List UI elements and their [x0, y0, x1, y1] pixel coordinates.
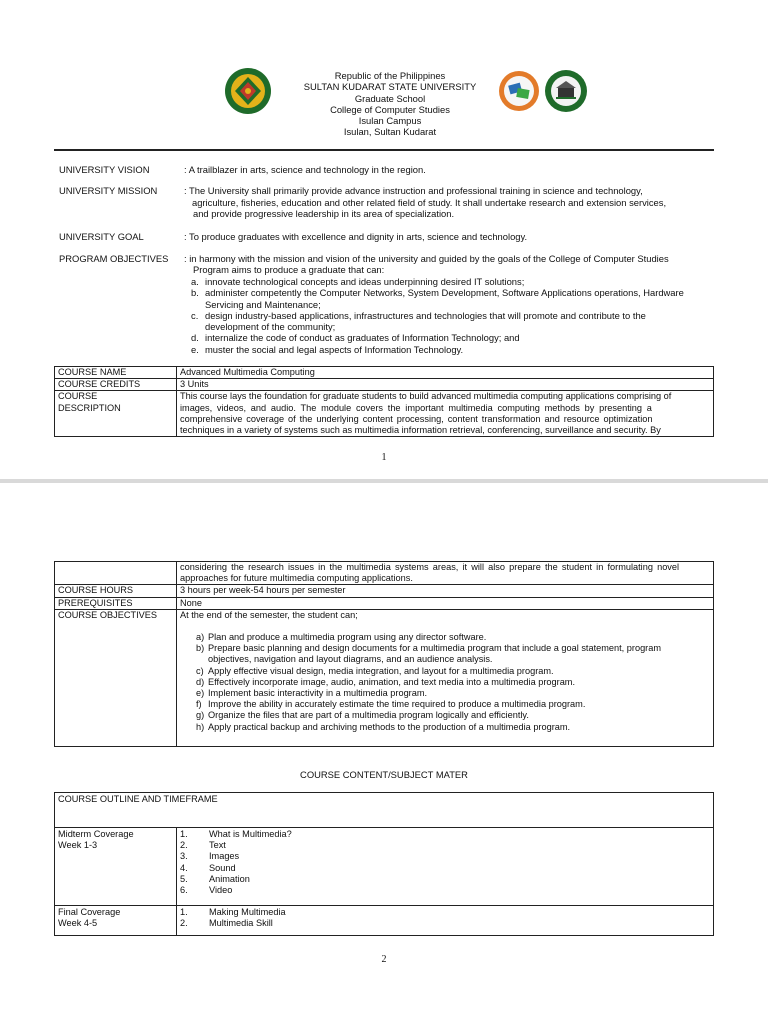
letterhead	[200, 70, 580, 138]
goal-label: UNIVERSITY GOAL	[59, 231, 144, 242]
goal-text: : To produce graduates with excellence and dignity in arts, science and technology.	[184, 231, 528, 242]
course-info-table	[54, 366, 714, 437]
program-objectives-intro: Program aims to produce a graduate that can:	[193, 264, 385, 275]
list-item: d) Effectively incorporate image, audio, animation, and text media into a multimedia program.	[196, 676, 576, 687]
section-title: COURSE CONTENT/SUBJECT MATER	[300, 769, 468, 780]
list-item: e. muster the social and legal aspects of Information Technology.	[191, 343, 464, 355]
course-objectives-list	[180, 632, 710, 733]
course-credits-value: 3 Units	[177, 379, 714, 391]
table-row	[55, 609, 714, 746]
list-item: d. internalize the code of conduct as graduates of Information Technology; and	[191, 332, 520, 344]
list-item: e) Implement basic interactivity in a multimedia program.	[196, 688, 428, 699]
table-row	[55, 828, 714, 906]
course-objectives-value: At the end of the semester, the student can; a) Plan and produce a multimedia program using any director software. b) Prepare basic planning and design documents for a multimedia program that include a goal statement, program objectives, navigation and layout diagrams, and an audience analysis. c) Apply effective visual design, media integration, and layout for a multimedia program. d) Effectively incorporate image, audio, animation, and text media into a multimedia program. e) Implement basic interactivity in a multimedia program. f) Improve the ability in accurately estimate the time required to produce a multimedia program. g) Organize the files that are part of a multimedia program logically and efficiently. h) Apply practical backup and archiving methods to the production of a multimedia program.	[177, 609, 714, 746]
table-row	[55, 585, 714, 597]
table-row	[55, 793, 714, 828]
course-name-value: Advanced Multimedia Computing	[177, 367, 714, 379]
header-line: Isulan Campus	[358, 115, 422, 127]
mission-text-line: and provide progressive leadership in its area of specialization.	[193, 208, 455, 219]
header-line: Republic of the Philippines	[334, 70, 446, 81]
vision-label: UNIVERSITY VISION	[59, 164, 150, 175]
list-item: g) Organize the files that are part of a multimedia program logically and efficiently.	[196, 710, 529, 721]
list-item: c) Apply effective visual design, media integration, and layout for a multimedia program.	[196, 665, 554, 676]
vision-text: : A trailblazer in arts, science and technology in the region.	[184, 164, 426, 175]
prerequisites-value: None	[177, 597, 714, 609]
list-item: 1. Making Multimedia	[180, 907, 286, 917]
mission-label: UNIVERSITY MISSION	[59, 185, 158, 196]
page-number: 1	[381, 452, 387, 463]
list-item: h) Apply practical backup and archiving methods to the production of a multimedia program.	[196, 721, 571, 732]
list-item: b) Prepare basic planning and design documents for a multimedia program that include a goal statement, program objectives, navigation and layout diagrams, and an audience analysis.	[196, 643, 661, 665]
final-coverage-label: Final Coverage Week 4-5	[55, 906, 177, 936]
course-outline-table	[54, 792, 714, 936]
course-objectives-label: COURSE OBJECTIVES	[55, 609, 177, 746]
list-item: 5. Animation	[180, 873, 250, 884]
table-row	[55, 379, 714, 391]
final-topics	[177, 906, 714, 936]
header-line: Graduate School	[354, 92, 426, 104]
list-item: 3. Images	[180, 851, 240, 862]
header-line: Isulan, Sultan Kudarat	[343, 126, 437, 138]
program-objectives-label: PROGRAM OBJECTIVES	[59, 253, 169, 264]
list-item: c. design industry-based applications, infrastructures and technologies that will promote and contribute to the	[191, 309, 646, 321]
list-item: 2. Text	[180, 840, 226, 851]
program-objectives-list	[191, 276, 711, 355]
mission-text-line: agriculture, fisheries, education and other related field of study. It shall undertake research and extension services,	[192, 197, 667, 208]
prerequisites-label: PREREQUISITES	[55, 597, 177, 609]
table-row	[55, 391, 714, 437]
header-line: SULTAN KUDARAT STATE UNIVERSITY	[303, 81, 477, 93]
course-hours-label: COURSE HOURS	[55, 585, 177, 597]
list-item: 6. Video	[180, 885, 233, 896]
list-item: f) Improve the ability in accurately estimate the time required to produce a multimedia program.	[196, 699, 586, 710]
table-row	[55, 562, 714, 585]
course-info-table-continued	[54, 561, 714, 747]
table-row	[55, 906, 714, 936]
course-description-label: COURSE DESCRIPTION	[55, 391, 177, 437]
document-page-1	[0, 0, 768, 479]
page-number: 2	[381, 954, 387, 965]
course-description-continued: considering the research issues in the multimedia systems areas, it will also prepare the student in formulating novel approaches for future multimedia computing applications.	[177, 562, 714, 585]
header-line: College of Computer Studies	[330, 103, 450, 115]
list-item: a) Plan and produce a multimedia program using any director software.	[196, 632, 487, 643]
document-page-2	[0, 483, 768, 1024]
table-row	[55, 597, 714, 609]
list-item-cont: Servicing and Maintenance;	[205, 298, 321, 310]
list-item: 4. Sound	[180, 862, 236, 873]
list-item: a. innovate technological concepts and ideas underpinning desired IT solutions;	[191, 276, 525, 287]
table-row	[55, 367, 714, 379]
outline-title: COURSE OUTLINE AND TIMEFRAME	[55, 793, 714, 828]
mission-text-line: : The University shall primarily provide advance instruction and professional training in science and technology,	[184, 185, 643, 196]
list-item: b. administer competently the Computer Networks, System Development, Software Applications operations, Hardware	[191, 287, 684, 299]
list-item-cont: development of the community;	[205, 321, 336, 333]
course-credits-label: COURSE CREDITS	[55, 379, 177, 391]
course-name-label: COURSE NAME	[55, 367, 177, 379]
program-objectives-intro: : in harmony with the mission and vision of the university and guided by the goals of the College of Computer Studies	[184, 253, 669, 264]
course-hours-value: 3 hours per week-54 hours per semester	[177, 585, 714, 597]
midterm-coverage-label: Midterm Coverage Week 1-3	[55, 828, 177, 906]
list-item: 2. Multimedia Skill	[180, 918, 273, 929]
course-description-value: This course lays the foundation for graduate students to build advanced multimedia computing applications comprising of images, videos, and audio. The module covers the important multimedia computing methods by presenting a comprehensive coverage of the underlying content processing, content transformation and resource optimization techniques in a variety of systems such as multimedia information retrieval, conferencing, surveillance and security. By	[177, 391, 714, 437]
header-divider	[54, 149, 714, 151]
midterm-topics	[177, 828, 714, 906]
list-item: 1. What is Multimedia?	[180, 829, 292, 839]
